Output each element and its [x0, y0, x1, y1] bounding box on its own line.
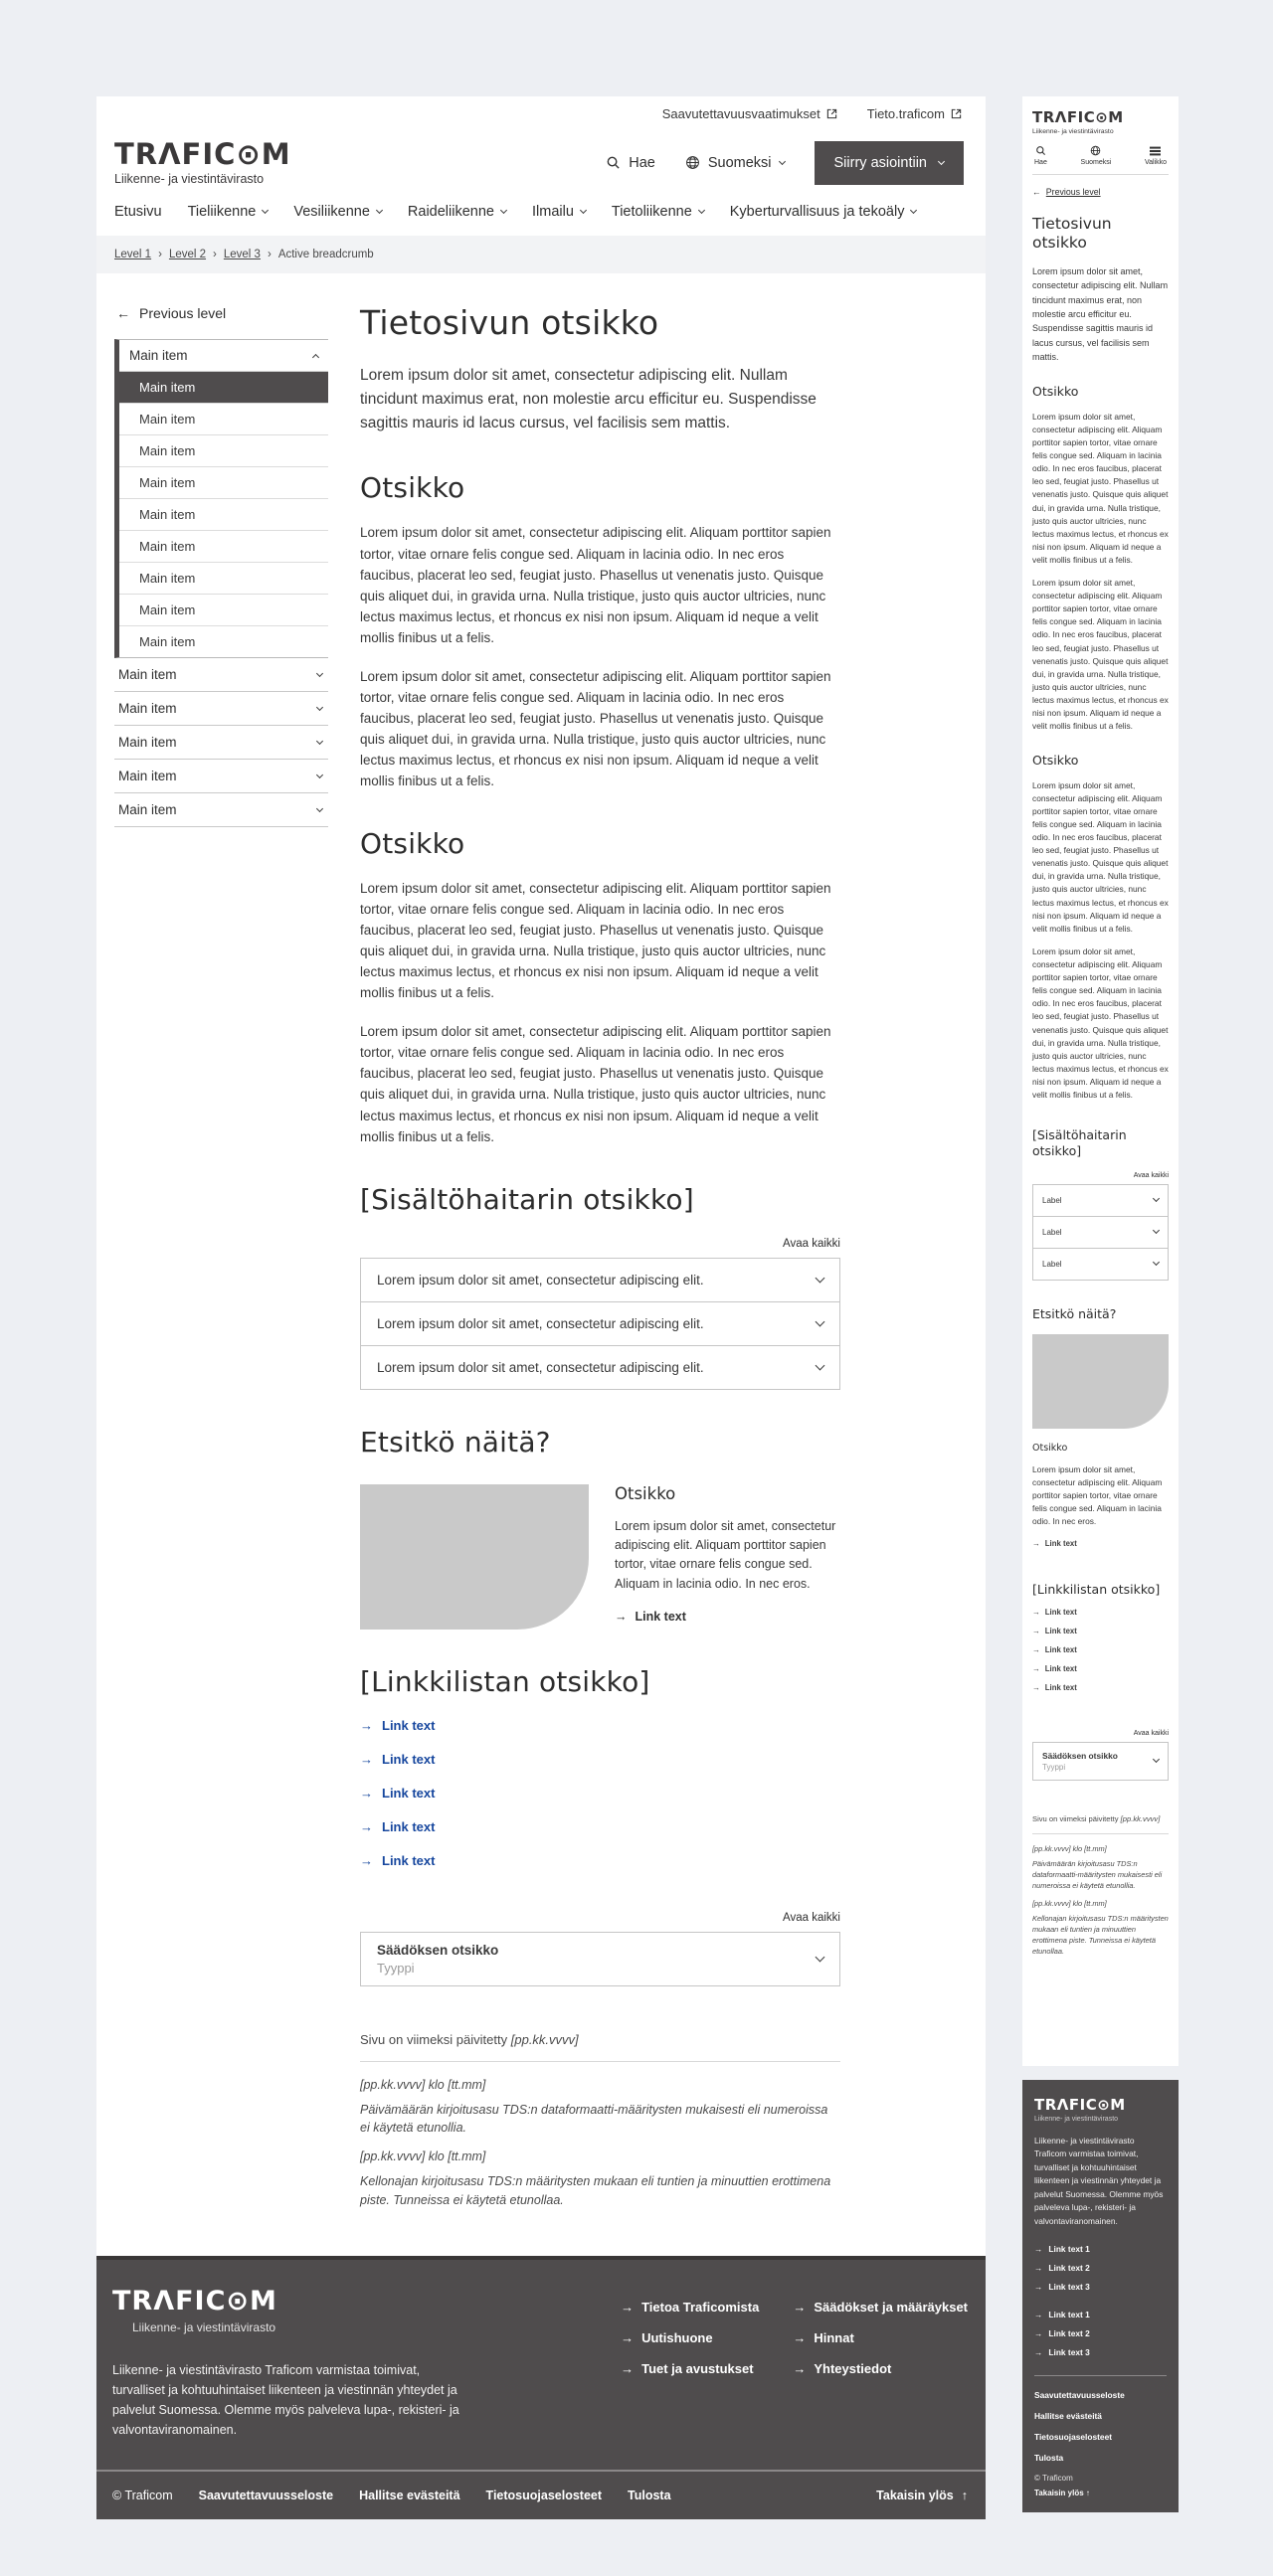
list-link-label: Link text [1044, 1644, 1077, 1654]
open-all-link[interactable]: Avaa kaikki [783, 1911, 840, 1924]
page-title: Tietosivun otsikko [1032, 215, 1112, 253]
arrow-up-icon: ↑ [1085, 2489, 1090, 2498]
search-button[interactable] [1034, 145, 1047, 166]
nav-item-etusivu[interactable] [114, 204, 162, 220]
chevron-down-icon [816, 1317, 825, 1327]
mobile-card [1022, 96, 1179, 2066]
chevron-down-icon [1153, 1259, 1160, 1266]
chevron-down-icon [316, 772, 323, 778]
footer-description: Liikenne- ja viestintävirasto Traficom varmistaa toimivat, turvalliset ja kohtuuhintaiset liikenteen ja viestinnän yhteydet ja palvelut Suomessa. Olemme myös palveleva lupa-, rekisteri- ja valvontaviranomainen. [1034, 2136, 1164, 2226]
footer-link-label: Yhteystiedot [814, 2360, 892, 2376]
footer-brand-block [112, 2286, 510, 2440]
footer-link[interactable] [621, 2330, 759, 2345]
accordion-item[interactable] [1033, 1249, 1168, 1280]
tieto-traficom-link[interactable] [867, 106, 962, 121]
logo-wordmark: TRΛFIC⊙M [1032, 108, 1124, 126]
meta-date: [pp.kk.vvvv] klo [tt.mm] [360, 2077, 486, 2092]
mobile-page [1022, 96, 1179, 2512]
utility-bar [96, 96, 986, 123]
arrow-right-icon: → [360, 1717, 373, 1733]
footer-description: Liikenne- ja viestintävirasto Traficom varmistaa toimivat, turvalliset ja kohtuuhintaiset liikenteen ja viestinnän yhteydet ja palvelut Suomessa. Olemme myös palveleva lupa-, rekisteri- ja valvontaviranomainen. [112, 2362, 459, 2437]
nav-item-tietoliikenne[interactable] [612, 204, 704, 220]
side-navigation [114, 303, 328, 827]
regulation-text [1042, 1751, 1118, 1772]
search-label: Hae [1034, 159, 1047, 166]
footer-bottom-bar [1034, 2375, 1167, 2483]
footer-link[interactable] [1034, 2282, 1167, 2292]
arrow-right-icon: → [621, 2360, 635, 2376]
arrow-left-icon: ← [1032, 187, 1041, 197]
accordion-item-label: Lorem ipsum dolor sit amet, consectetur adipiscing elit. [377, 1359, 704, 1375]
search-button[interactable] [606, 155, 655, 171]
chevron-down-icon [262, 207, 269, 214]
footer-link-column [621, 2300, 759, 2440]
back-to-top-button[interactable] [1034, 2489, 1090, 2497]
list-link[interactable] [360, 1786, 840, 1801]
arrow-right-icon: → [360, 1751, 373, 1767]
sidebar-expanded-group [114, 339, 328, 658]
footer-link[interactable] [621, 2361, 759, 2376]
list-link-label: Link text [1044, 1626, 1077, 1635]
arrow-right-icon: → [1034, 2244, 1043, 2255]
language-label: Suomeksi [1080, 159, 1112, 166]
meta-note: Päivämäärän kirjoitusasu TDS:n dataformaatti-määritysten mukaisesti eli numeroissa ei käytetä etunollia. [1032, 1858, 1163, 1890]
list-link[interactable] [1032, 1627, 1169, 1635]
list-link-label: Link text [1044, 1682, 1077, 1692]
list-link[interactable] [360, 1819, 840, 1834]
arrow-right-icon: → [1034, 2328, 1043, 2339]
accordion-item-label: Label [1042, 1259, 1062, 1269]
chevron-down-icon [816, 1361, 825, 1371]
arrow-right-icon: → [1032, 1607, 1040, 1617]
accordion-item-label: Label [1042, 1195, 1062, 1205]
sidebar-subitem[interactable]: Main item [119, 435, 328, 467]
footer-logo-tagline: Liikenne- ja viestintävirasto [1034, 2116, 1119, 2123]
sidebar-item-label: Main item [118, 735, 177, 751]
section-heading: Otsikko [360, 827, 465, 861]
nav-label: Tieliikenne [187, 204, 257, 221]
breadcrumb-separator: › [158, 249, 162, 261]
meta-note: Kellonajan kirjoitusasu TDS:n määritysten mukaan eli tuntien ja minuuttien erottimena piste. Tunneissa ei käytetä etunollaa. [360, 2174, 831, 2207]
breadcrumb-separator: › [213, 249, 217, 261]
language-selector[interactable] [1081, 145, 1112, 166]
footer-bottom-link[interactable]: Tietosuojaselosteet [1034, 2432, 1113, 2443]
arrow-right-icon: → [621, 2329, 635, 2345]
breadcrumb-current: Active breadcrumb [277, 249, 374, 261]
chevron-down-icon [816, 1953, 825, 1963]
previous-level-label: Previous level [139, 305, 227, 322]
nav-item-ilmailu[interactable] [532, 204, 586, 220]
mobile-icon-row [1032, 145, 1169, 175]
chevron-down-icon [316, 738, 323, 745]
arrow-right-icon: → [1034, 2310, 1043, 2320]
divider [1032, 1833, 1169, 1834]
page-title: Tietosivun otsikko [360, 303, 659, 343]
body-paragraph: Lorem ipsum dolor sit amet, consectetur adipiscing elit. Aliquam porttitor sapien tortor, vitae ornare felis congue sed. Aliquam in lacinia odio. In nec eros faucibus, placerat leo sed, feugiat justo. Phasellus ut venenatis justo. Quisque quis aliquet dui, in gravida urna. Nulla tristique, justo quis auctor ultricies, nunc lectus maximus lectus, et rhoncus ex nisi non ipsum. Aliquam id neque a velit mollis finibus ut a felis. [360, 668, 831, 788]
chevron-down-icon [938, 158, 945, 165]
menu-button[interactable] [1145, 146, 1167, 166]
footer-link[interactable] [1034, 2347, 1167, 2357]
list-link-label: Link text [382, 1751, 436, 1767]
footer-bottom-link[interactable]: Hallitse evästeitä [1034, 2411, 1102, 2422]
external-link-icon [826, 108, 837, 119]
body-paragraph: Lorem ipsum dolor sit amet, consectetur adipiscing elit. Aliquam porttitor sapien tortor, vitae ornare felis congue sed. Aliquam in lacinia odio. In nec eros faucibus, placerat leo sed, feugiat justo. Phasellus ut venenatis justo. Quisque quis aliquet dui, in gravida urna. Nulla tristique, justo quis auctor ultricies, nunc lectus maximus lectus, et rhoncus ex nisi non ipsum. Aliquam id neque a velit mollis finibus ut a felis. [360, 881, 831, 1001]
logo-tagline: Liikenne- ja viestintävirasto [114, 172, 265, 187]
body-paragraph: Lorem ipsum dolor sit amet, consectetur adipiscing elit. Aliquam porttitor sapien tortor, vitae ornare felis congue sed. Aliquam in lacinia odio. In nec eros faucibus, placerat leo sed, feugiat justo. Phasellus ut venenatis justo. Quisque quis aliquet dui, in gravida urna. Nulla tristique, justo quis auctor ultricies, nunc lectus maximus lectus, et rhoncus ex nisi non ipsum. Aliquam id neque a velit mollis finibus ut a felis. [1032, 779, 1169, 934]
arrow-right-icon: → [360, 1852, 373, 1868]
arrow-right-icon: → [360, 1785, 373, 1801]
chevron-down-icon [816, 1274, 825, 1284]
footer-link[interactable] [793, 2300, 968, 2315]
related-card-link-label: Link text [1044, 1538, 1077, 1548]
footer-bottom-link[interactable]: Hallitse evästeitä [359, 2488, 460, 2502]
linklist-heading: [Linkkilistan otsikko] [360, 1664, 650, 1698]
desktop-footer [96, 2256, 986, 2519]
e-services-button[interactable] [815, 141, 964, 185]
sidebar-group-header[interactable] [119, 340, 328, 372]
sidebar-item-label: Main item [118, 769, 177, 784]
sidebar-subitem[interactable]: Main item [139, 634, 196, 650]
breadcrumb [96, 236, 986, 273]
list-link[interactable] [360, 1752, 840, 1767]
nav-label: Tietoliikenne [611, 204, 692, 221]
list-link-label: Link text [382, 1717, 436, 1733]
nav-item-vesiliikenne[interactable] [293, 204, 382, 220]
last-updated-prefix: Sivu on viimeksi päivitetty [1032, 1813, 1119, 1823]
footer-link-label: Tuet ja avustukset [641, 2360, 754, 2376]
meta-date: [pp.kk.vvvv] klo [tt.mm] [1032, 1843, 1107, 1853]
list-link[interactable] [1032, 1683, 1169, 1692]
regulation-accordion[interactable] [360, 1932, 840, 1986]
section-heading: Otsikko [360, 471, 465, 505]
page-meta [360, 2032, 840, 2210]
arrow-right-icon: → [621, 2299, 635, 2315]
sidebar-subitem[interactable]: Main item [119, 563, 328, 595]
logo-wordmark: TRΛFIC⊙M [114, 137, 291, 171]
arrow-right-icon: → [1034, 2263, 1043, 2274]
accessibility-requirements-link[interactable] [662, 106, 837, 121]
arrow-right-icon: → [1034, 2282, 1043, 2293]
nav-label: Vesiliikenne [293, 204, 370, 221]
masthead [96, 123, 986, 198]
footer-link[interactable] [621, 2300, 759, 2315]
sidebar-item-label: Main item [118, 701, 177, 717]
main-navigation [96, 198, 986, 236]
section-heading: Otsikko [1032, 384, 1079, 400]
nav-item-tieliikenne[interactable] [188, 204, 269, 220]
footer-logo-wordmark: TRΛFIC⊙M [112, 2285, 277, 2317]
nav-item-raideliikenne[interactable] [408, 204, 506, 220]
arrow-right-icon: → [615, 1610, 628, 1625]
sidebar-item[interactable] [114, 726, 328, 760]
sidebar-subitem[interactable]: Main item [119, 595, 328, 626]
sidebar-item[interactable] [114, 658, 328, 692]
header-logo[interactable] [114, 139, 291, 186]
utility-link-label: Tieto.traficom [866, 106, 945, 121]
page-meta [1032, 1814, 1169, 1958]
accordion-item-label: Label [1042, 1227, 1062, 1237]
body-paragraph: Lorem ipsum dolor sit amet, consectetur adipiscing elit. Aliquam porttitor sapien tortor, vitae ornare felis congue sed. Aliquam in lacinia odio. In nec eros faucibus, placerat leo sed, feugiat justo. Phasellus ut venenatis justo. Quisque quis aliquet dui, in gravida urna. Nulla tristique, justo quis auctor ultricies, nunc lectus maximus lectus, et rhoncus ex nisi non ipsum. Aliquam id neque a velit mollis finibus ut a felis. [1032, 411, 1169, 565]
accordion-item-label: Lorem ipsum dolor sit amet, consectetur adipiscing elit. [377, 1315, 704, 1331]
chevron-down-icon [316, 805, 323, 812]
previous-level-link[interactable] [1032, 187, 1169, 197]
list-link-label: Link text [382, 1852, 436, 1868]
footer-link-label: Hinnat [814, 2329, 854, 2345]
footer-link-label: Uutishuone [641, 2329, 713, 2345]
chevron-down-icon [778, 158, 785, 165]
lead-paragraph: Lorem ipsum dolor sit amet, consectetur adipiscing elit. Nullam tincidunt maximus erat, non molestie arcu efficitur eu. Suspendisse sagittis mauris id lacus cursus, vel facilisis sem mattis. [360, 367, 817, 432]
list-link-label: Link text [1044, 1607, 1077, 1617]
accordion-item[interactable] [1033, 1185, 1168, 1217]
link-list [1032, 1608, 1169, 1692]
footer-logo-wordmark: TRΛFIC⊙M [1034, 2096, 1126, 2114]
body-paragraph: Lorem ipsum dolor sit amet, consectetur adipiscing elit. Aliquam porttitor sapien tortor, vitae ornare felis congue sed. Aliquam in lacinia odio. In nec eros faucibus, placerat leo sed, feugiat justo. Phasellus ut venenatis justo. Quisque quis aliquet dui, in gravida urna. Nulla tristique, justo quis auctor ultricies, nunc lectus maximus lectus, et rhoncus ex nisi non ipsum. Aliquam id neque a velit mollis finibus ut a felis. [360, 525, 831, 645]
footer-link[interactable] [793, 2361, 968, 2376]
last-updated-date: [pp.kk.vvvv] [1120, 1813, 1161, 1823]
open-all-link[interactable]: Avaa kaikki [1133, 1171, 1169, 1179]
footer-link[interactable] [1034, 2244, 1167, 2254]
utility-link-label: Saavutettavuusvaatimukset [661, 106, 820, 121]
related-card-text: Lorem ipsum dolor sit amet, consectetur adipiscing elit. Aliquam porttitor sapien tortor, vitae ornare felis congue sed. Aliquam in lacinia odio. In nec eros. [615, 1518, 836, 1591]
link-list [360, 1718, 840, 1868]
accordion-item[interactable] [361, 1302, 839, 1346]
footer-bottom-bar [96, 2470, 986, 2519]
chevron-down-icon [1153, 1195, 1160, 1202]
related-heading: Etsitkö näitä? [1032, 1305, 1117, 1321]
sidebar-item-label: Main item [118, 667, 177, 683]
desktop-page [96, 96, 986, 2519]
related-card [360, 1484, 840, 1630]
accordion-item[interactable] [361, 1346, 839, 1389]
footer-logo-tagline: Liikenne- ja viestintävirasto [132, 2319, 276, 2334]
body-paragraph: Lorem ipsum dolor sit amet, consectetur adipiscing elit. Aliquam porttitor sapien tortor, vitae ornare felis congue sed. Aliquam in lacinia odio. In nec eros faucibus, placerat leo sed, feugiat justo. Phasellus ut venenatis justo. Quisque quis aliquet dui, in gravida urna. Nulla tristique, justo quis auctor ultricies, nunc lectus maximus lectus, et rhoncus ex nisi non ipsum. Aliquam id neque a velit mollis finibus ut a felis. [1032, 578, 1169, 732]
sidebar-item-label: Main item [118, 802, 177, 818]
copyright: © Traficom [112, 2488, 173, 2502]
regulation-type: Tyyppi [377, 1960, 415, 1975]
footer-bottom-link[interactable]: Tietosuojaselosteet [485, 2488, 603, 2502]
previous-level-link[interactable] [116, 305, 328, 321]
search-icon [1035, 145, 1046, 156]
meta-note: Kellonajan kirjoitusasu TDS:n määritysten mukaan eli tuntien ja minuuttien erottimena piste. Tunneissa ei käytetä etunollaa. [1032, 1914, 1169, 1957]
related-card-link-label: Link text [635, 1610, 686, 1625]
sidebar-subitem-selected[interactable]: Main item [119, 372, 328, 404]
sidebar-item[interactable] [114, 760, 328, 793]
globe-icon [685, 155, 700, 170]
globe-icon [1090, 145, 1101, 156]
accordion-item[interactable] [1033, 1217, 1168, 1249]
chevron-down-icon [1153, 1227, 1160, 1234]
list-link-label: Link text [382, 1785, 436, 1801]
arrow-right-icon: → [1032, 1682, 1040, 1692]
footer-link-columns [621, 2286, 968, 2440]
previous-level-label: Previous level [1045, 187, 1101, 197]
chevron-down-icon [376, 207, 383, 214]
regulation-title: Säädöksen otsikko [1042, 1750, 1118, 1761]
hamburger-icon [1150, 150, 1161, 152]
chevron-down-icon [316, 704, 323, 711]
language-label: Suomeksi [707, 154, 772, 171]
arrow-up-icon: ↑ [961, 2488, 968, 2502]
chevron-down-icon [910, 207, 917, 214]
list-link-label: Link text [382, 1818, 436, 1834]
sidebar-item[interactable] [114, 793, 328, 827]
accordion-item-label: Lorem ipsum dolor sit amet, consectetur adipiscing elit. [377, 1272, 704, 1288]
meta-note: Päivämäärän kirjoitusasu TDS:n dataformaatti-määritysten mukaisesti eli numeroissa ei käytetä etunollia. [360, 2102, 828, 2136]
language-selector[interactable] [685, 155, 785, 171]
arrow-right-icon: → [1032, 1626, 1040, 1635]
breadcrumb-separator: › [267, 249, 272, 261]
footer-link-label: Link text 1 [1048, 2244, 1090, 2255]
open-all-link[interactable]: Avaa kaikki [783, 1237, 840, 1250]
arrow-right-icon: → [1034, 2347, 1043, 2358]
regulation-accordion[interactable] [1032, 1742, 1169, 1781]
nav-item-kyberturvallisuus[interactable] [730, 204, 917, 220]
arrow-right-icon: → [793, 2299, 807, 2315]
footer-link-column [793, 2300, 968, 2440]
related-card-title: Otsikko [1032, 1442, 1068, 1454]
image-placeholder [360, 1484, 589, 1630]
nav-label: Raideliikenne [407, 204, 494, 221]
footer-link-label: Link text 1 [1048, 2310, 1090, 2320]
accordion-item[interactable] [361, 1259, 839, 1302]
list-link[interactable] [360, 1853, 840, 1868]
related-card-text: Lorem ipsum dolor sit amet, consectetur adipiscing elit. Aliquam porttitor sapien tortor, vitae ornare felis congue sed. Aliquam in lacinia odio. In nec eros. [1032, 1463, 1163, 1527]
search-icon [606, 155, 621, 170]
sidebar-subitem[interactable]: Main item [119, 499, 328, 531]
arrow-right-icon: → [360, 1818, 373, 1834]
breadcrumb-link-level3[interactable]: Level 3 [223, 249, 261, 261]
arrow-right-icon: → [793, 2329, 807, 2345]
nav-label: Ilmailu [531, 204, 574, 221]
external-link-icon [951, 108, 962, 119]
related-card-link[interactable] [615, 1610, 840, 1624]
breadcrumb-link-level2[interactable]: Level 2 [168, 249, 207, 261]
logo-tagline: Liikenne- ja viestintävirasto [1032, 128, 1114, 135]
footer-bottom-link[interactable]: Tulosta [628, 2488, 671, 2502]
regulation-text [377, 1943, 498, 1975]
back-to-top-label: Takaisin ylös [876, 2488, 954, 2502]
footer-link[interactable] [1034, 2310, 1167, 2319]
menu-label: Valikko [1144, 159, 1167, 166]
meta-date: [pp.kk.vvvv] klo [tt.mm] [360, 2149, 486, 2164]
list-link[interactable] [360, 1718, 840, 1733]
chevron-up-icon [312, 354, 319, 361]
mobile-header-logo[interactable] [1032, 108, 1169, 135]
list-link[interactable] [1032, 1664, 1169, 1673]
regulation-type: Tyyppi [1042, 1762, 1066, 1772]
footer-top [96, 2260, 986, 2470]
list-link[interactable] [1032, 1645, 1169, 1654]
copyright: © Traficom [1034, 2474, 1073, 2484]
chevron-down-icon [316, 670, 323, 677]
accordion-group [1032, 1184, 1169, 1281]
arrow-right-icon: → [1032, 1644, 1040, 1654]
related-heading: Etsitkö näitä? [360, 1425, 551, 1459]
e-services-label: Siirry asiointiin [833, 154, 927, 171]
footer-bottom-link[interactable]: Saavutettavuusseloste [1034, 2390, 1125, 2401]
footer-link-label: Link text 3 [1048, 2347, 1090, 2358]
footer-link-label: Link text 2 [1048, 2328, 1090, 2339]
arrow-right-icon: → [793, 2360, 807, 2376]
breadcrumb-link-level1[interactable]: Level 1 [114, 249, 152, 261]
accordion-group [360, 1258, 840, 1390]
chevron-down-icon [1153, 1756, 1160, 1763]
nav-label: Kyberturvallisuus ja tekoäly [729, 204, 905, 221]
footer-bottom-link[interactable]: Tulosta [1034, 2453, 1064, 2464]
footer-bottom-link[interactable]: Saavutettavuusseloste [198, 2488, 334, 2502]
sidebar-subitem[interactable]: Main item [119, 404, 328, 435]
accordion-section-heading: [Sisältöhaitarin otsikko] [1032, 1127, 1127, 1159]
accordion-section-heading: [Sisältöhaitarin otsikko] [360, 1182, 694, 1216]
mobile-footer [1022, 2080, 1179, 2512]
article-content [360, 303, 840, 2209]
footer-link-label: Link text 3 [1048, 2282, 1090, 2293]
related-card-title: Otsikko [615, 1483, 676, 1503]
chevron-down-icon [698, 207, 705, 214]
last-updated-prefix: Sivu on viimeksi päivitetty [360, 2031, 508, 2047]
footer-link-label: Link text 2 [1048, 2263, 1090, 2274]
footer-link-group [1034, 2244, 1167, 2292]
body-paragraph: Lorem ipsum dolor sit amet, consectetur adipiscing elit. Aliquam porttitor sapien tortor, vitae ornare felis congue sed. Aliquam in lacinia odio. In nec eros faucibus, placerat leo sed, feugiat justo. Phasellus ut venenatis justo. Quisque quis aliquet dui, in gravida urna. Nulla tristique, justo quis auctor ultricies, nunc lectus maximus lectus, et rhoncus ex nisi non ipsum. Aliquam id neque a velit mollis finibus ut a felis. [1032, 945, 1169, 1101]
footer-link-label: Tietoa Traficomista [641, 2299, 760, 2315]
open-all-link[interactable]: Avaa kaikki [1133, 1729, 1169, 1737]
footer-link[interactable] [793, 2330, 968, 2345]
regulation-title: Säädöksen otsikko [377, 1942, 499, 1958]
sidebar-subitem[interactable]: Main item [119, 531, 328, 563]
sidebar-subitem[interactable]: Main item [119, 467, 328, 499]
last-updated [360, 2032, 840, 2047]
footer-link-group [1034, 2310, 1167, 2357]
arrow-left-icon: ← [116, 305, 130, 322]
last-updated-date: [pp.kk.vvvv] [510, 2031, 579, 2047]
footer-link-label: Säädökset ja määräykset [814, 2299, 968, 2315]
footer-link[interactable] [1034, 2328, 1167, 2338]
body-paragraph: Lorem ipsum dolor sit amet, consectetur adipiscing elit. Aliquam porttitor sapien tortor, vitae ornare felis congue sed. Aliquam in lacinia odio. In nec eros faucibus, placerat leo sed, feugiat justo. Phasellus ut venenatis justo. Quisque quis aliquet dui, in gravida urna. Nulla tristique, justo quis auctor ultricies, nunc lectus maximus lectus, et rhoncus ex nisi non ipsum. Aliquam id neque a velit mollis finibus ut a felis. [360, 1024, 831, 1144]
sidebar-group-label: Main item [129, 348, 188, 364]
footer-link[interactable] [1034, 2263, 1167, 2273]
search-label: Hae [629, 154, 655, 171]
list-link[interactable] [1032, 1608, 1169, 1617]
arrow-right-icon: → [1032, 1538, 1040, 1548]
chevron-down-icon [500, 207, 507, 214]
divider [360, 2061, 840, 2062]
back-to-top-label: Takaisin ylös [1034, 2489, 1084, 2498]
nav-label: Etusivu [114, 204, 162, 221]
linklist-heading: [Linkkilistan otsikko] [1032, 1581, 1161, 1597]
main-area [96, 273, 986, 2255]
lead-paragraph: Lorem ipsum dolor sit amet, consectetur adipiscing elit. Nullam tincidunt maximus erat, non molestie arcu efficitur eu. Suspendisse sagittis mauris id lacus cursus, vel facilisis sem mattis. [1032, 265, 1169, 363]
last-updated [1032, 1814, 1169, 1823]
chevron-down-icon [580, 207, 587, 214]
header-actions [606, 141, 964, 185]
arrow-right-icon: → [1032, 1663, 1040, 1673]
section-heading: Otsikko [1032, 753, 1079, 769]
meta-date: [pp.kk.vvvv] klo [tt.mm] [1032, 1899, 1107, 1909]
related-card-body [615, 1484, 840, 1630]
list-link-label: Link text [1044, 1663, 1077, 1673]
related-card-link[interactable] [1032, 1539, 1169, 1548]
sidebar-item[interactable] [114, 692, 328, 726]
back-to-top-button[interactable] [876, 2489, 968, 2502]
image-placeholder [1032, 1334, 1169, 1429]
